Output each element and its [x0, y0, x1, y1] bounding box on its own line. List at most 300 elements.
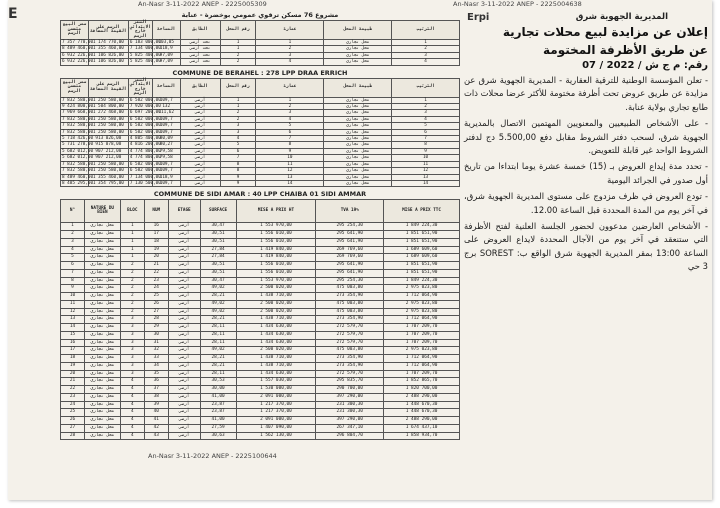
table-cell: 16	[144, 223, 168, 231]
table-cell: محل تجاري	[84, 269, 120, 277]
table2-header-cell: عمارة	[256, 78, 324, 97]
table-row	[61, 386, 460, 394]
table-cell: 1 556 010,00	[236, 238, 316, 246]
table-cell: 2 975 023,80	[384, 308, 460, 316]
table-cell: محل تجاري	[84, 347, 120, 355]
table3-header-cell: NATURE DU BIEN	[84, 200, 120, 223]
table-cell: 1 106 826,00	[88, 52, 128, 58]
table-cell: 5	[392, 123, 460, 129]
table-cell: تحت أرضي	[180, 40, 220, 46]
table-cell: 273 354,90	[316, 293, 384, 301]
table-cell: 23	[61, 393, 85, 401]
table-cell: 1 250 580,00	[88, 129, 128, 135]
table-cell: 2 500 020,00	[236, 285, 316, 293]
table-row	[61, 324, 460, 332]
table-row	[61, 231, 460, 239]
table-cell: 17	[61, 347, 85, 355]
table-cell: 80,09	[152, 136, 180, 142]
table-cell: 24	[144, 285, 168, 293]
table-cell: 2	[120, 293, 144, 301]
table-cell: 28	[144, 316, 168, 324]
table-cell: 5 825 400,00	[129, 59, 161, 65]
table-2-title: COMMUNE DE BERAHEL : 278 LPP DRAA ERRICH	[172, 68, 348, 77]
organization-name: المديرية الجهوية شرق	[575, 12, 668, 22]
table-cell: محل تجاري	[84, 223, 120, 231]
table-cell: 6	[256, 129, 324, 135]
table-cell: 1 674 437,10	[384, 424, 460, 432]
table-cell: 4	[120, 424, 144, 432]
table-cell: 1	[120, 231, 144, 239]
table-cell: 1 553 970,00	[236, 223, 316, 231]
table3-header-cell: MISE A PRIX TTC	[384, 200, 460, 223]
table-cell: 19	[144, 246, 168, 254]
table-cell: 109,7	[152, 129, 180, 135]
table-cell: 2 091 000,00	[236, 417, 316, 425]
table-cell: 1 438 710,00	[236, 316, 316, 324]
table-cell: 103,05	[152, 40, 180, 46]
table-cell: محل تجاري	[84, 324, 120, 332]
table-cell: محل تجاري	[324, 155, 392, 161]
table-cell: 28,21	[200, 362, 236, 370]
table-1	[60, 20, 460, 66]
table-cell: أرضي	[168, 254, 200, 262]
table-row	[61, 370, 460, 378]
table-cell: 3	[120, 331, 144, 339]
table-cell: 27	[61, 424, 85, 432]
table-cell: 109,7	[152, 180, 180, 186]
table-cell: 36	[144, 378, 168, 386]
table-cell: 4	[220, 136, 256, 142]
table-cell: 295 254,30	[316, 223, 384, 231]
table-cell: أرضي	[168, 277, 200, 285]
table-cell: 4	[120, 409, 144, 417]
table-cell: محل تجاري	[84, 300, 120, 308]
table-cell: 9	[256, 148, 324, 154]
table-cell: 27,84	[200, 254, 236, 262]
table-cell: 1 707 209,70	[384, 331, 460, 339]
table-cell: 1 712 064,90	[384, 355, 460, 363]
table-cell: محل تجاري	[324, 123, 392, 129]
table-cell: محل تجاري	[84, 308, 120, 316]
table1-header-cell: الرسم على القيمة المضافة	[88, 21, 128, 40]
table-cell: 1 689 609,60	[384, 254, 460, 262]
table-cell: 25	[144, 293, 168, 301]
table1-header-cell: عمارة	[256, 21, 324, 40]
table-cell: 3	[392, 52, 460, 58]
table-cell: 23,87	[200, 401, 236, 409]
table-cell: 475 003,80	[316, 347, 384, 355]
table-cell: 2	[120, 262, 144, 270]
table-cell: أرضي	[180, 180, 220, 186]
table-row	[61, 347, 460, 355]
table-cell: 1 438 710,00	[236, 293, 316, 301]
table-2-header-row	[61, 78, 460, 97]
table-cell: 35	[144, 370, 168, 378]
table-cell: أرضي	[168, 417, 200, 425]
table-cell: 8 489 460,00	[62, 46, 94, 52]
table-cell: 41	[144, 417, 168, 425]
table-cell: محل تجاري	[84, 254, 120, 262]
table-cell: 1 434 630,00	[236, 324, 316, 332]
table-cell: 23	[144, 277, 168, 285]
table-cell: 295 254,30	[316, 277, 384, 285]
table-3	[60, 199, 460, 440]
table-cell: أرضي	[180, 129, 220, 135]
table-cell: 4 774 800,00	[129, 155, 161, 161]
table-cell: محل تجاري	[84, 386, 120, 394]
table-cell: 231 300,30	[316, 409, 384, 417]
table-cell: 7 134 000,00	[129, 46, 161, 52]
table1-header-cell: المساحة	[152, 21, 180, 40]
table-row	[61, 316, 460, 324]
table-cell: 30,47	[200, 277, 236, 285]
table-1-header-row	[61, 21, 460, 40]
table-cell: 3	[120, 347, 144, 355]
table-cell: 5	[256, 123, 324, 129]
table-cell: 4	[120, 393, 144, 401]
table-cell: 272 579,70	[316, 331, 384, 339]
table-cell: 16	[61, 339, 85, 347]
table-cell: 20	[144, 254, 168, 262]
table-cell: محل تجاري	[324, 116, 392, 122]
table-cell: 22	[61, 386, 85, 394]
table-cell: أرضي	[168, 308, 200, 316]
table-cell: 8	[220, 161, 256, 167]
table-cell: 1 217 370,00	[236, 401, 316, 409]
table-cell: 28,21	[200, 293, 236, 301]
table-cell: 23,87	[200, 409, 236, 417]
table-cell: 1 355 460,00	[88, 46, 128, 52]
table-cell: أرضي	[168, 238, 200, 246]
table3-header-cell: TVA 19%	[316, 200, 384, 223]
table-cell: 3	[120, 339, 144, 347]
table-cell: 1	[256, 97, 324, 103]
table-cell: 8	[256, 142, 324, 148]
table-cell: 111,62	[152, 110, 180, 116]
table-cell: 3	[392, 110, 460, 116]
table-cell: 1	[61, 223, 85, 231]
table-cell: 34	[144, 362, 168, 370]
table-cell: 97,09	[152, 59, 180, 65]
table-cell: 13	[61, 316, 85, 324]
notice-reference: رقم: م ج ش / 2022 / 07	[582, 60, 708, 71]
table-cell: 11	[392, 161, 460, 167]
table-cell: 1 851 651,90	[384, 269, 460, 277]
table-cell: أرضي	[180, 142, 220, 148]
table-cell: 2	[256, 46, 324, 52]
table-cell: محل تجاري	[324, 129, 392, 135]
table-cell: محل تجاري	[324, 40, 392, 46]
table-cell: 5 718 426,00	[62, 136, 94, 142]
table-cell: أرضي	[168, 355, 200, 363]
table-cell: 2	[392, 46, 460, 52]
table-cell: 7 832 580,00	[62, 116, 94, 122]
table-cell: 28,11	[200, 370, 236, 378]
table-cell: 40	[144, 409, 168, 417]
table-cell: 8	[220, 168, 256, 174]
table-cell: محل تجاري	[84, 409, 120, 417]
table-cell: 2	[120, 277, 144, 285]
table-cell: 269 769,60	[316, 246, 384, 254]
table-cell: أرضي	[168, 262, 200, 270]
table-cell: 2 488 290,00	[384, 393, 460, 401]
table-cell: 43	[144, 432, 168, 440]
table-cell: 1 556 010,00	[236, 262, 316, 270]
table-cell: 30	[144, 331, 168, 339]
table-cell: 1 712 064,90	[384, 293, 460, 301]
table-cell: 9	[220, 174, 256, 180]
table-cell: محل تجاري	[84, 370, 120, 378]
table-cell: 109,7	[152, 168, 180, 174]
table-row	[61, 362, 460, 370]
table-cell: 24	[61, 401, 85, 409]
table-cell: 28,11	[200, 331, 236, 339]
table-row	[61, 59, 460, 65]
table-cell: 272 579,70	[316, 370, 384, 378]
newspaper-page	[8, 0, 712, 500]
table-cell: 3	[220, 129, 256, 135]
table-cell: 132	[152, 104, 180, 110]
table-cell: محل تجاري	[84, 285, 120, 293]
table-cell: 7 969 668,00	[62, 110, 94, 116]
table-cell: محل تجاري	[324, 174, 392, 180]
table-cell: 30,51	[200, 269, 236, 277]
table-cell: 2 975 023,80	[384, 347, 460, 355]
table3-header-cell: SURFACE	[200, 200, 236, 223]
table-cell: 1	[120, 254, 144, 262]
table-cell: 21	[61, 378, 85, 386]
table-cell: 4 816 200,00	[129, 142, 161, 148]
table-cell: 109,7	[152, 123, 180, 129]
table-cell: 6 697 200,00	[129, 110, 161, 116]
table-cell: محل تجاري	[324, 136, 392, 142]
table-cell: 295 641,90	[316, 231, 384, 239]
table-cell: 10	[392, 155, 460, 161]
table-cell: محل تجاري	[84, 424, 120, 432]
table-cell: 8	[61, 277, 85, 285]
table-cell: 3	[120, 355, 144, 363]
table-cell: 14	[256, 180, 324, 186]
table-cell: 28,21	[200, 316, 236, 324]
table-cell: محل تجاري	[84, 393, 120, 401]
table-cell: 9	[220, 180, 256, 186]
table2-header-cell: المساحة	[152, 78, 180, 97]
table-cell: أرضي	[168, 300, 200, 308]
table-cell: 1 106 826,00	[88, 59, 128, 65]
auction-notice-column	[464, 10, 708, 448]
table-row	[61, 331, 460, 339]
table-cell: 30,53	[200, 378, 236, 386]
table-cell: 1 217 370,00	[236, 409, 316, 417]
table-cell: 79,58	[152, 148, 180, 154]
notice-headline-1: إعلان عن مزايدة لبيع محلات تجارية	[502, 25, 708, 39]
table-cell: 18	[61, 355, 85, 363]
table-cell: 1 858 934,70	[384, 432, 460, 440]
table-row	[61, 355, 460, 363]
table-cell: 3	[256, 110, 324, 116]
table-cell: 10	[256, 155, 324, 161]
table-cell: 6	[220, 148, 256, 154]
table-cell: أرضي	[168, 393, 200, 401]
table-cell: أرضي	[168, 401, 200, 409]
table-cell: 2	[120, 300, 144, 308]
table-cell: 1	[392, 97, 460, 103]
table-cell: 37	[144, 386, 168, 394]
notice-paragraph-3: - تحدد مدة إيداع العروض بـ (15) خمسة عشرة يوما ابتداءا من تاريخ أول صدور في الجرائد اليومية	[464, 161, 708, 185]
table-row	[61, 285, 460, 293]
table-cell: محل تجاري	[84, 262, 120, 270]
table-cell: محل تجاري	[84, 355, 120, 363]
table-cell: 3	[61, 238, 85, 246]
table-cell: 1	[120, 223, 144, 231]
table-cell: تحت أرضي	[180, 46, 220, 52]
table-cell: 42	[144, 424, 168, 432]
table-cell: 1 851 651,90	[384, 238, 460, 246]
table2-header-cell: الرسم على القيمة المضافة	[88, 78, 128, 97]
table-row	[61, 401, 460, 409]
table-cell: 12	[392, 168, 460, 174]
ad-reference-top-left: An-Nasr 3-11-2022 ANEP - 2225005309	[138, 0, 267, 8]
table-cell: 1 556 010,00	[236, 231, 316, 239]
table-cell: محل تجاري	[324, 52, 392, 58]
table-cell: 2 091 000,00	[236, 393, 316, 401]
table-cell: 2	[220, 110, 256, 116]
table-cell: أرضي	[168, 293, 200, 301]
table-cell: 1 174 770,00	[88, 40, 128, 46]
table-cell: 2	[392, 104, 460, 110]
table-cell: 21	[144, 262, 168, 270]
table-cell: 1	[120, 238, 144, 246]
table-cell: 295 641,90	[316, 269, 384, 277]
table-cell: 9	[392, 148, 460, 154]
table-row	[61, 424, 460, 432]
table3-header-cell: ETAGE	[168, 200, 200, 223]
table-cell: 2	[120, 308, 144, 316]
notice-paragraph-4: - تودع العروض في ظرف مزدوج على مستوى المديرية الجهوية شرق، في آخر يوم من المدة المحددة قبل الساعة 12.00.	[464, 191, 708, 215]
table-cell: 41,00	[200, 393, 236, 401]
table-cell: 39	[144, 401, 168, 409]
table-cell: 6 582 000,00	[129, 97, 161, 103]
table-cell: 1 250 580,00	[88, 116, 128, 122]
table2-header-cell: طبيعة المحل	[324, 78, 392, 97]
table-cell: 3	[256, 52, 324, 58]
table-cell: 30,63	[200, 432, 236, 440]
table-cell: أرضي	[168, 432, 200, 440]
table-cell: 1 689 609,60	[384, 246, 460, 254]
table-cell: 49,02	[200, 285, 236, 293]
table-cell: 7	[392, 136, 460, 142]
table-cell: 1 504 800,00	[88, 104, 128, 110]
notice-headline-2: عن طريق الأظرفة المختومة	[542, 43, 708, 57]
table-cell: 7	[220, 155, 256, 161]
table-cell: محل تجاري	[84, 331, 120, 339]
table-cell: 26	[144, 300, 168, 308]
table-cell: 4	[120, 378, 144, 386]
table-cell: 15	[61, 331, 85, 339]
table-cell: 49,02	[200, 300, 236, 308]
table-cell: أرضي	[168, 409, 200, 417]
table-row	[61, 269, 460, 277]
table-cell: 4 774 800,00	[129, 148, 161, 154]
table-cell: 1 419 840,00	[236, 254, 316, 262]
table-cell: أرضي	[168, 246, 200, 254]
table-cell: محل تجاري	[324, 142, 392, 148]
table-cell: أرضي	[168, 370, 200, 378]
table-cell: 30,51	[200, 238, 236, 246]
table-cell: محل تجاري	[324, 104, 392, 110]
table-cell: 1 354 795,00	[88, 180, 128, 186]
table-cell: 1	[220, 104, 256, 110]
table-block-3	[60, 189, 460, 440]
table-cell: 295 641,90	[316, 262, 384, 270]
table-cell: 9	[61, 285, 85, 293]
table-cell: 1 712 064,90	[384, 316, 460, 324]
table-cell: 1 852 865,70	[384, 378, 460, 386]
table1-header-cell: سعر البيع متضمن الرسم	[61, 21, 89, 40]
table1-header-cell: طبيعة المحل	[324, 21, 392, 40]
table-cell: 8 489 460,00	[62, 174, 94, 180]
table-row	[61, 277, 460, 285]
table-row	[61, 308, 460, 316]
table-cell: 12	[61, 308, 85, 316]
table-cell: أرضي	[180, 148, 220, 154]
table-cell: محل تجاري	[84, 316, 120, 324]
table-cell: 33	[144, 355, 168, 363]
table-cell: 915 078,00	[88, 142, 128, 148]
table-cell: 28,11	[200, 324, 236, 332]
table3-header-cell: BLOC	[120, 200, 144, 223]
table-row	[61, 339, 460, 347]
table-cell: 1	[120, 246, 144, 254]
table-cell: محل تجاري	[324, 148, 392, 154]
table-row	[61, 417, 460, 425]
table-cell: 1 448 670,30	[384, 401, 460, 409]
table-cell: 10	[61, 293, 85, 301]
table-cell: 1 250 580,00	[88, 97, 128, 103]
table-cell: 1 434 630,00	[236, 370, 316, 378]
table-cell: 13	[392, 174, 460, 180]
table-cell: 26	[61, 417, 85, 425]
table-cell: 1	[220, 40, 256, 46]
table-cell: 1 707 209,70	[384, 339, 460, 347]
table-cell: 5 731 278,00	[62, 142, 94, 148]
table-cell: 1 530 000,00	[236, 386, 316, 394]
table-cell: 1 434 630,00	[236, 331, 316, 339]
table-3-header-row	[61, 200, 460, 223]
table-cell: 1 562 130,00	[236, 432, 316, 440]
table-cell: 3	[120, 370, 144, 378]
table-cell: أرضي	[168, 324, 200, 332]
table1-header-cell: الطابق	[180, 21, 220, 40]
table-cell: محل تجاري	[324, 161, 392, 167]
table-cell: 7 130 500,00	[129, 180, 161, 186]
table-cell: 4	[120, 386, 144, 394]
table-cell: 118,9	[152, 174, 180, 180]
table-cell: 1 712 064,90	[384, 362, 460, 370]
table-cell: 397 290,00	[316, 393, 384, 401]
table-cell: 6 932 226,00	[62, 52, 94, 58]
table-cell: أرضي	[168, 386, 200, 394]
table1-header-cell: السعر الابتدائي خارج الرسم	[129, 20, 151, 39]
table-cell: 2	[220, 52, 256, 58]
table-cell: 295 641,90	[316, 238, 384, 246]
table-cell: 7	[256, 136, 324, 142]
table-cell: 1 419 840,00	[236, 246, 316, 254]
table-cell: 4	[120, 417, 144, 425]
table-cell: 25	[61, 409, 85, 417]
table-cell: 7	[61, 269, 85, 277]
table-cell: أرضي	[168, 362, 200, 370]
